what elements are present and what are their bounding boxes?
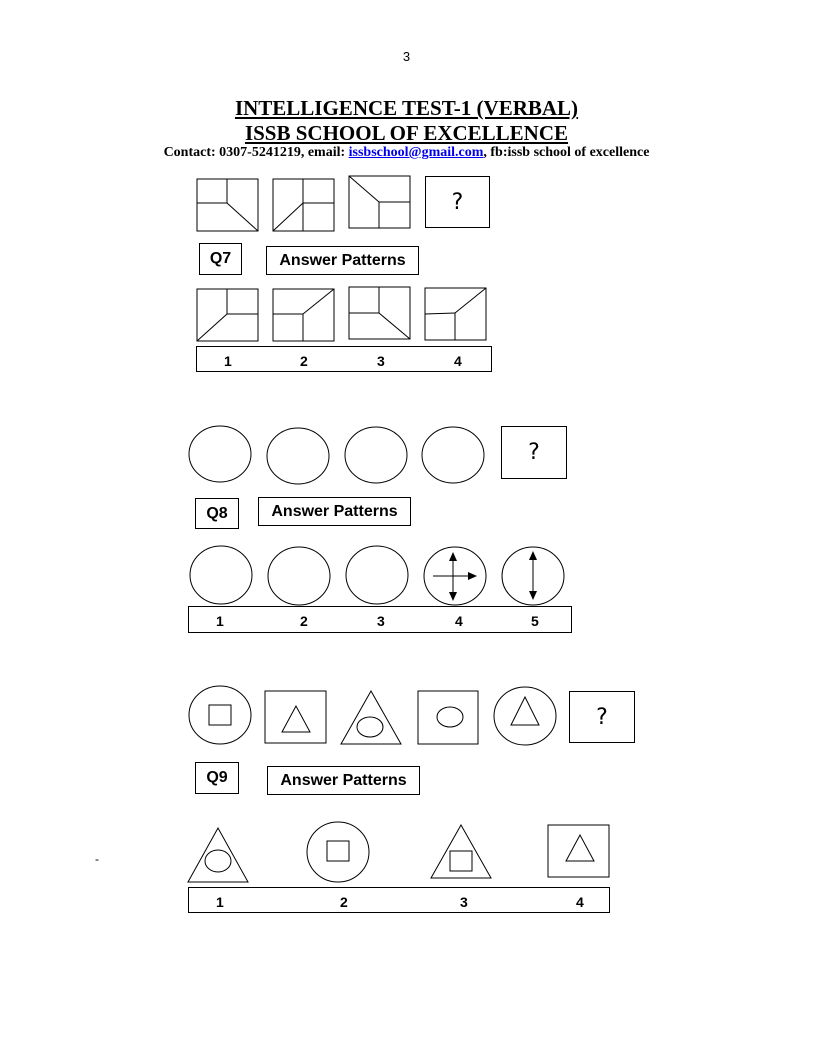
q8-option-3[interactable]: 3 <box>377 613 385 629</box>
stray-mark: - <box>95 852 99 866</box>
q7-option-4[interactable]: 4 <box>454 353 462 369</box>
q9-option-3-figure <box>431 825 491 878</box>
page-number: 3 <box>402 49 411 64</box>
test-title: INTELLIGENCE TEST-1 (VERBAL) <box>234 96 579 120</box>
q8-option-2[interactable]: 2 <box>300 613 308 629</box>
school-name: ISSB SCHOOL OF EXCELLENCE <box>244 121 569 145</box>
q8-question-mark: ? <box>501 426 567 479</box>
q8-option-4[interactable]: 4 <box>455 613 463 629</box>
q7-label: Q7 <box>199 243 242 275</box>
q8-option-5[interactable]: 5 <box>531 613 539 629</box>
q9-option-4-figure <box>548 825 609 877</box>
q9-option-3[interactable]: 3 <box>460 894 468 910</box>
q9-label: Q9 <box>195 762 239 794</box>
contact-prefix: Contact: 0307-5241219, email: <box>163 145 349 160</box>
q7-option-2[interactable]: 2 <box>300 353 308 369</box>
q8-option-1[interactable]: 1 <box>216 613 224 629</box>
q9-answer-heading: Answer Patterns <box>267 766 420 795</box>
q9-option-1-figure <box>188 828 248 882</box>
q9-option-2[interactable]: 2 <box>340 894 348 910</box>
q9-option-2-figure <box>307 822 369 882</box>
q9-question-mark: ? <box>569 691 635 743</box>
q8-label: Q8 <box>195 498 239 529</box>
q8-answer-heading: Answer Patterns <box>258 497 411 526</box>
q7-option-1[interactable]: 1 <box>224 353 232 369</box>
contact-suffix: , fb:issb school of excellence <box>483 145 650 160</box>
q9-option-1[interactable]: 1 <box>216 894 224 910</box>
email-link[interactable]: issbschool@gmail.com <box>348 145 484 160</box>
q7-option-3[interactable]: 3 <box>377 353 385 369</box>
q7-question-mark: ? <box>425 176 490 228</box>
q9-option-numbers <box>188 887 610 913</box>
q7-answer-heading: Answer Patterns <box>266 246 419 275</box>
q9-option-4[interactable]: 4 <box>576 894 584 910</box>
